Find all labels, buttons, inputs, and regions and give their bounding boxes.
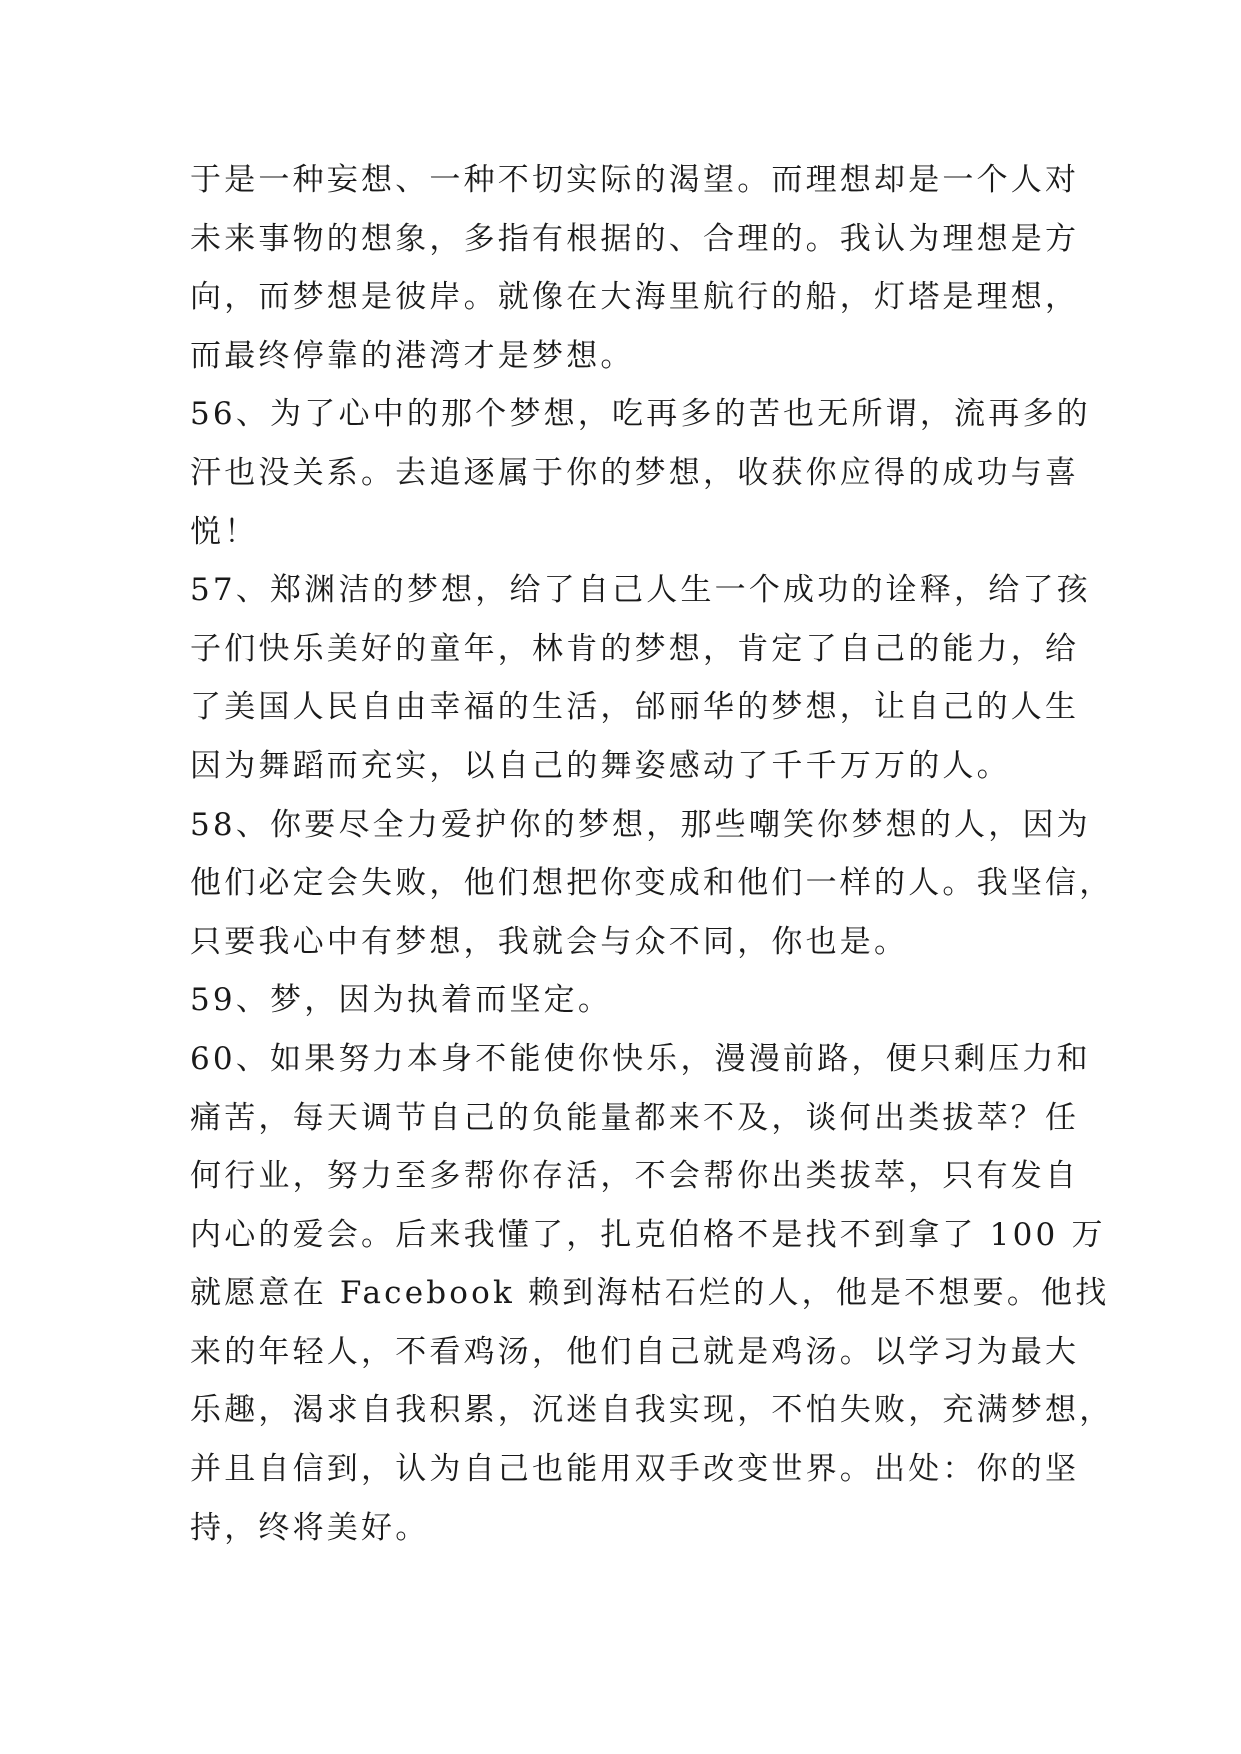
text-line: 于是一种妄想、一种不切实际的渴望。而理想却是一个人对: [190, 162, 1080, 198]
text-line: 因为舞蹈而充实，以自己的舞姿感动了千千万万的人。: [190, 747, 1011, 784]
text-line: 他们必定会失败，他们想把你变成和他们一样的人。我坚信，: [190, 865, 1114, 902]
text-line: 汗也没关系。去追逐属于你的梦想，收获你应得的成功与喜: [190, 454, 1080, 491]
item-59-line: 59、梦，因为执着而坚定。: [190, 982, 613, 1019]
body-text: [190, 151, 1114, 1557]
text-line: 悦！: [190, 513, 259, 550]
text-line: 痛苦，每天调节自己的负能量都来不及，谈何出类拔萃？任: [190, 1099, 1080, 1136]
item-58-line: 58、你要尽全力爱护你的梦想，那些嘲笑你梦想的人，因为: [190, 806, 1091, 843]
text-line: 子们快乐美好的童年，林肯的梦想，肯定了自己的能力，给: [190, 630, 1080, 667]
text-line: 何行业，努力至多帮你存活，不会帮你出类拔萃，只有发自: [190, 1158, 1080, 1195]
item-56-line: 56、为了心中的那个梦想，吃再多的苦也无所谓，流再多的: [190, 396, 1091, 433]
text-line: 持，终将美好。: [190, 1509, 430, 1546]
text-line: 了美国人民自由幸福的生活，邰丽华的梦想，让自己的人生: [190, 689, 1080, 726]
text-line: 只要我心中有梦想，我就会与众不同，你也是。: [190, 923, 909, 960]
text-line: 乐趣，渴求自我积累，沉迷自我实现，不怕失败，充满梦想，: [190, 1392, 1114, 1429]
text-line: 并且自信到，认为自己也能用双手改变世界。出处：你的坚: [190, 1451, 1080, 1488]
text-line: 就愿意在 Facebook 赖到海枯石烂的人，他是不想要。他找: [190, 1275, 1110, 1312]
text-line: 而最终停靠的港湾才是梦想。: [190, 337, 635, 374]
text-line: 向，而梦想是彼岸。就像在大海里航行的船，灯塔是理想，: [190, 279, 1080, 316]
text-line: 来的年轻人，不看鸡汤，他们自己就是鸡汤。以学习为最大: [190, 1333, 1080, 1370]
text-line: 内心的爱会。后来我懂了，扎克伯格不是找不到拿了 100 万: [190, 1216, 1106, 1253]
item-57-line: 57、郑渊洁的梦想，给了自己人生一个成功的诠释，给了孩: [190, 572, 1091, 609]
item-60-line: 60、如果努力本身不能使你快乐，漫漫前路，便只剩压力和: [190, 1040, 1091, 1077]
text-line: 未来事物的想象，多指有根据的、合理的。我认为理想是方: [190, 220, 1080, 257]
